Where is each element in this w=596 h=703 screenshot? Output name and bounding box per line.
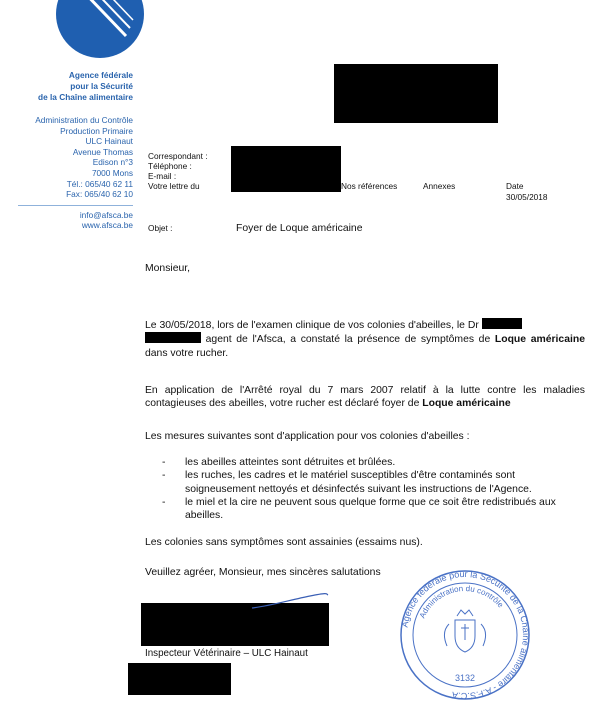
address-line: ULC Hainaut [85,136,133,147]
redacted-correspondent [231,146,341,192]
official-stamp [395,568,535,703]
bullet: - [162,470,166,482]
phone-label: Téléphone : [148,161,192,171]
our-references-label: Nos références [341,181,398,191]
address-line: Administration du Contrôle [35,115,133,125]
salutation: Monsieur, [145,263,191,274]
coat-of-arms-icon [444,610,485,652]
redacted-agent-name [145,332,201,343]
signature-stroke-icon [250,592,330,612]
attachments-label: Annexes [423,181,456,191]
paragraph-text: agent de l'Afsca, a constaté la présence de symptômes de [205,334,491,346]
stamp-outer-text: Agence fédérale pour la Sécurité de la Chaîne alimentaire - A.F.S.C.A [399,568,532,702]
stamp-number: 3132 [454,673,476,683]
paragraph-text: dans votre rucher. [145,347,229,359]
subject-value: Foyer de Loque américaine [236,223,363,234]
paragraph-text: Le 30/05/2018, lors de l'examen clinique de vos colonies d'abeilles, le Dr [145,320,479,331]
sender-address [18,115,133,231]
sidebar-divider [18,205,133,206]
measures-intro: Les mesures suivantes sont d'application pour vos colonies d'abeilles : [145,431,470,442]
stamp-inner-text: Administration du contrôle [417,583,506,620]
bullet: - [162,496,166,508]
list-item: - les abeilles atteintes sont détruites et brûlées. [162,457,396,468]
disease-name: Loque américaine [422,398,511,410]
agency-line: pour la Sécurité [70,81,133,91]
website-address: www.afsca.be [81,220,133,231]
your-letter-label: Votre lettre du [148,181,200,191]
list-item: - les ruches, les cadres et le matériel susceptibles d'être contaminés sont soigneusement nettoyés et désinfectés suivant les instructions de l'Agence. [162,470,532,495]
paragraph-findings [145,318,585,360]
address-line: Edison n°3 [92,157,133,168]
bullet: - [162,457,166,468]
redacted-doctor-name [482,318,522,329]
date-label: Date [506,181,524,191]
address-line: 7000 Mons [91,167,133,178]
redacted-signatory-name [128,663,231,695]
measures-list [145,456,575,522]
fax-line: Fax: 065/40 62 10 [66,189,133,200]
agency-name [18,70,133,103]
logo-stripes-icon [56,0,144,58]
disease-name: Loque américaine [494,334,585,346]
address-line: Avenue Thomas [72,146,133,157]
closing: Veuillez agréer, Monsieur, mes sincères salutations [145,567,381,578]
list-item: - le miel et la cire ne peuvent sous quelque forme que ce soit être redistribués aux abeilles. [162,496,556,522]
phone-line: Tél.: 065/40 62 11 [66,178,133,189]
agency-line: de la Chaîne alimentaire [38,92,133,102]
email-label: E-mail : [148,171,177,181]
paragraph-declaration [145,384,585,411]
afsca-logo [56,0,144,58]
paragraph-text: En application de l'Arrêté royal du 7 mars 2007 relatif à la lutte contre les maladies contagieuses des abeilles, votre rucher est déclaré foyer de [145,385,585,410]
correspondent-label: Correspondant : [148,151,208,161]
email-address: info@afsca.be [79,209,133,220]
healthy-colonies-note: Les colonies sans symptômes sont assainies (essaims nus). [145,537,423,548]
redacted-recipient [334,64,498,123]
agency-line: Agence fédérale [68,70,133,80]
signatory-title: Inspecteur Vétérinaire – ULC Hainaut [145,648,308,659]
address-line: Production Primaire [60,125,133,136]
subject-label: Objet : [148,223,173,233]
date-value: 30/05/2018 [506,192,548,202]
